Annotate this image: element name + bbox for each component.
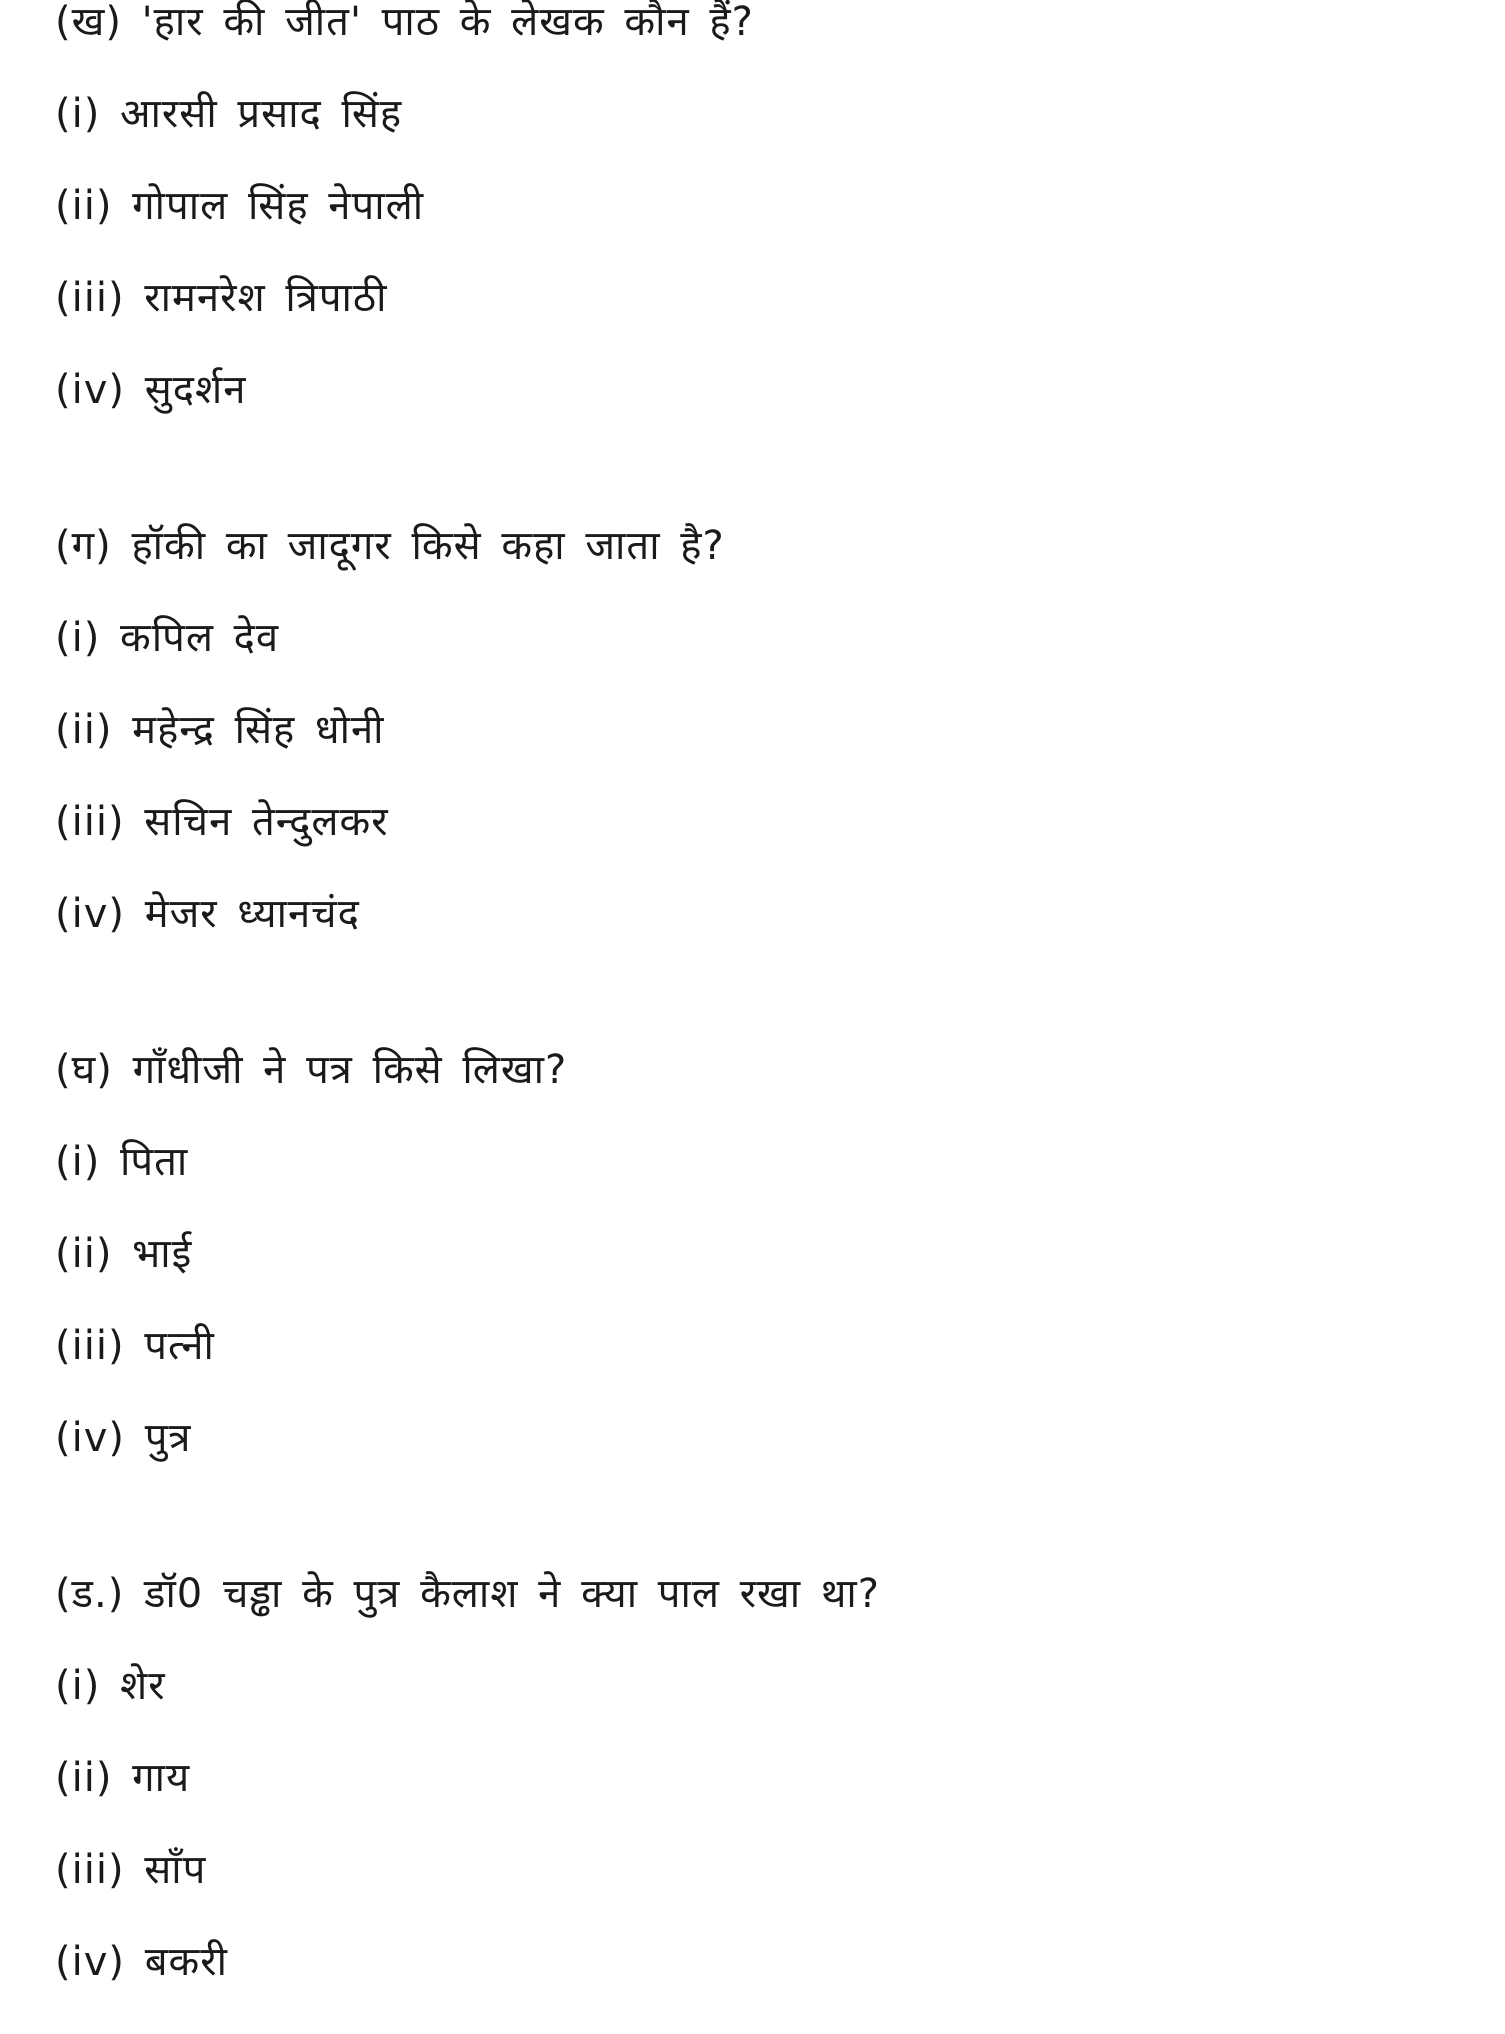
question-kha-option-2: (ii) गोपाल सिंह नेपाली [55, 183, 425, 229]
question-da-option-4: (iv) बकरी [55, 1939, 228, 1985]
question-da: (ड.) डॉ0 चड्ढा के पुत्र कैलाश ने क्या पाल रखा था? [55, 1571, 880, 1617]
question-gha-option-3: (iii) पत्नी [55, 1323, 215, 1369]
question-da-option-3: (iii) साँप [55, 1847, 207, 1893]
question-gha: (घ) गाँधीजी ने पत्र किसे लिखा? [55, 1047, 568, 1093]
question-da-option-2: (ii) गाय [55, 1755, 191, 1801]
question-ga: (ग) हॉकी का जादूगर किसे कहा जाता है? [55, 523, 725, 569]
question-ga-option-2: (ii) महेन्द्र सिंह धोनी [55, 707, 385, 753]
question-kha-option-4: (iv) सुदर्शन [55, 367, 247, 413]
question-ga-option-3: (iii) सचिन तेन्दुलकर [55, 799, 389, 845]
question-kha-option-1: (i) आरसी प्रसाद सिंह [55, 91, 403, 137]
question-gha-option-2: (ii) भाई [55, 1231, 193, 1277]
question-da-option-1: (i) शेर [55, 1663, 166, 1709]
question-ga-option-1: (i) कपिल देव [55, 615, 280, 661]
question-kha: (ख) 'हार की जीत' पाठ के लेखक कौन हैं? [55, 0, 754, 45]
question-ga-option-4: (iv) मेजर ध्यानचंद [55, 891, 360, 937]
question-kha-option-3: (iii) रामनरेश त्रिपाठी [55, 275, 388, 321]
question-gha-option-1: (i) पिता [55, 1139, 189, 1185]
question-gha-option-4: (iv) पुत्र [55, 1415, 192, 1461]
